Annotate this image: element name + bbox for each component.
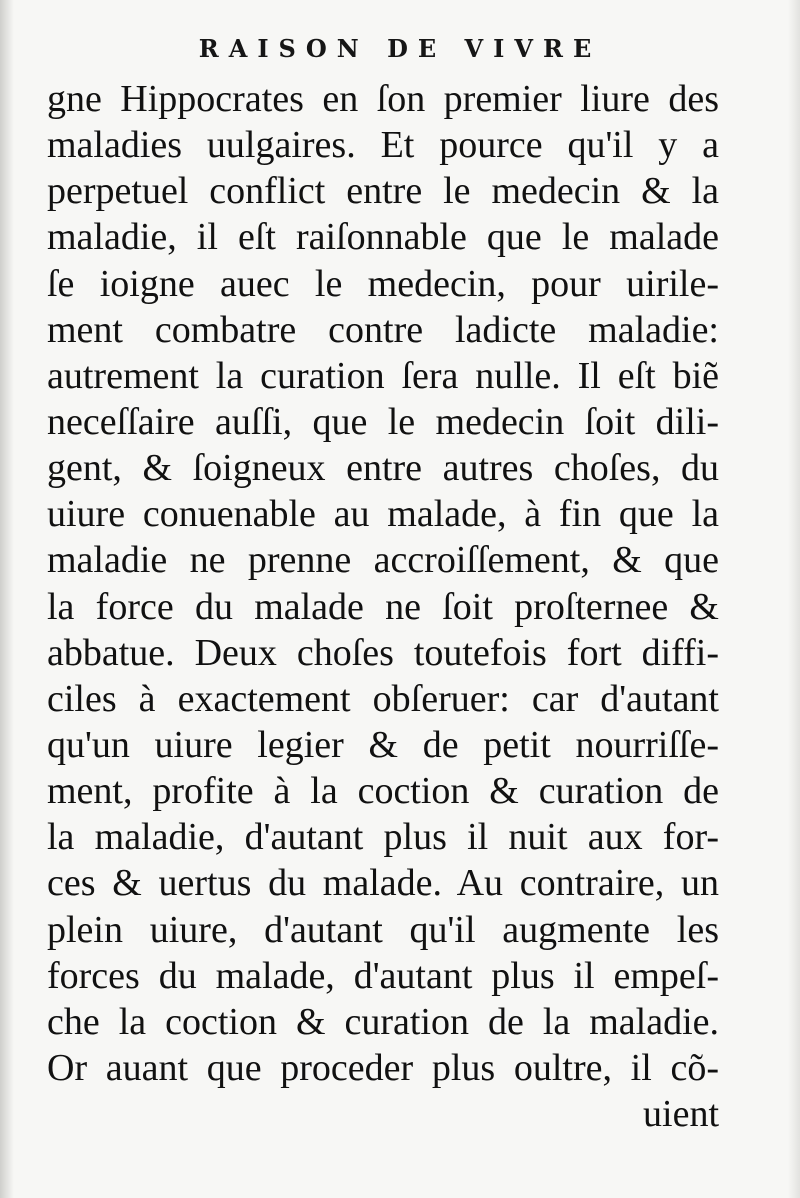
- text-line: ciles à exactement obſeruer: car d'autant: [47, 677, 719, 720]
- text-line: la maladie, d'autant plus il nuit aux for-: [47, 816, 719, 859]
- text-line: gne Hippocrates en ſon premier liure des: [47, 78, 719, 120]
- text-line: qu'un uiure legier & de petit nourriſſe-: [47, 723, 719, 766]
- text-line: ment, profite à la coction & curation de: [47, 770, 719, 813]
- text-line: uiure conuenable au malade, à fin que la: [47, 493, 719, 536]
- text-line: ces & uertus du malade. Au contraire, un: [47, 862, 719, 905]
- text-line: ment combatre contre ladicte maladie:: [47, 308, 719, 351]
- catchword: uient: [643, 1093, 719, 1136]
- text-line: neceſſaire auſſi, que le medecin ſoit dili-: [47, 400, 719, 443]
- text-line: abbatue. Deux choſes toutefois fort diffi-: [47, 631, 719, 674]
- text-line: ſe ioigne auec le medecin, pour uirile-: [47, 262, 719, 305]
- text-line: perpetuel conflict entre le medecin & la: [47, 170, 719, 213]
- text-line: maladies uulgaires. Et pource qu'il y a: [47, 124, 719, 167]
- text-line: la force du malade ne ſoit proſternee &: [47, 585, 719, 628]
- body-text: [47, 76, 719, 1137]
- text-line: plein uiure, d'autant qu'il augmente les: [47, 908, 719, 951]
- text-line: autrement la curation ſera nulle. Il eſt biẽ: [47, 354, 719, 397]
- running-head: RAISON DE VIVRE: [198, 34, 602, 63]
- text-line: gent, & ſoigneux entre autres choſes, du: [47, 447, 719, 490]
- text-line: forces du malade, d'autant plus il empeſ-: [47, 954, 719, 997]
- text-line: maladie, il eſt raiſonnable que le malade: [47, 216, 719, 259]
- text-line: che la coction & curation de la maladie.: [47, 1000, 719, 1043]
- text-line: maladie ne prenne accroiſſement, & que: [47, 539, 719, 582]
- text-line: Or auant que proceder plus oultre, il cõ-: [47, 1046, 719, 1089]
